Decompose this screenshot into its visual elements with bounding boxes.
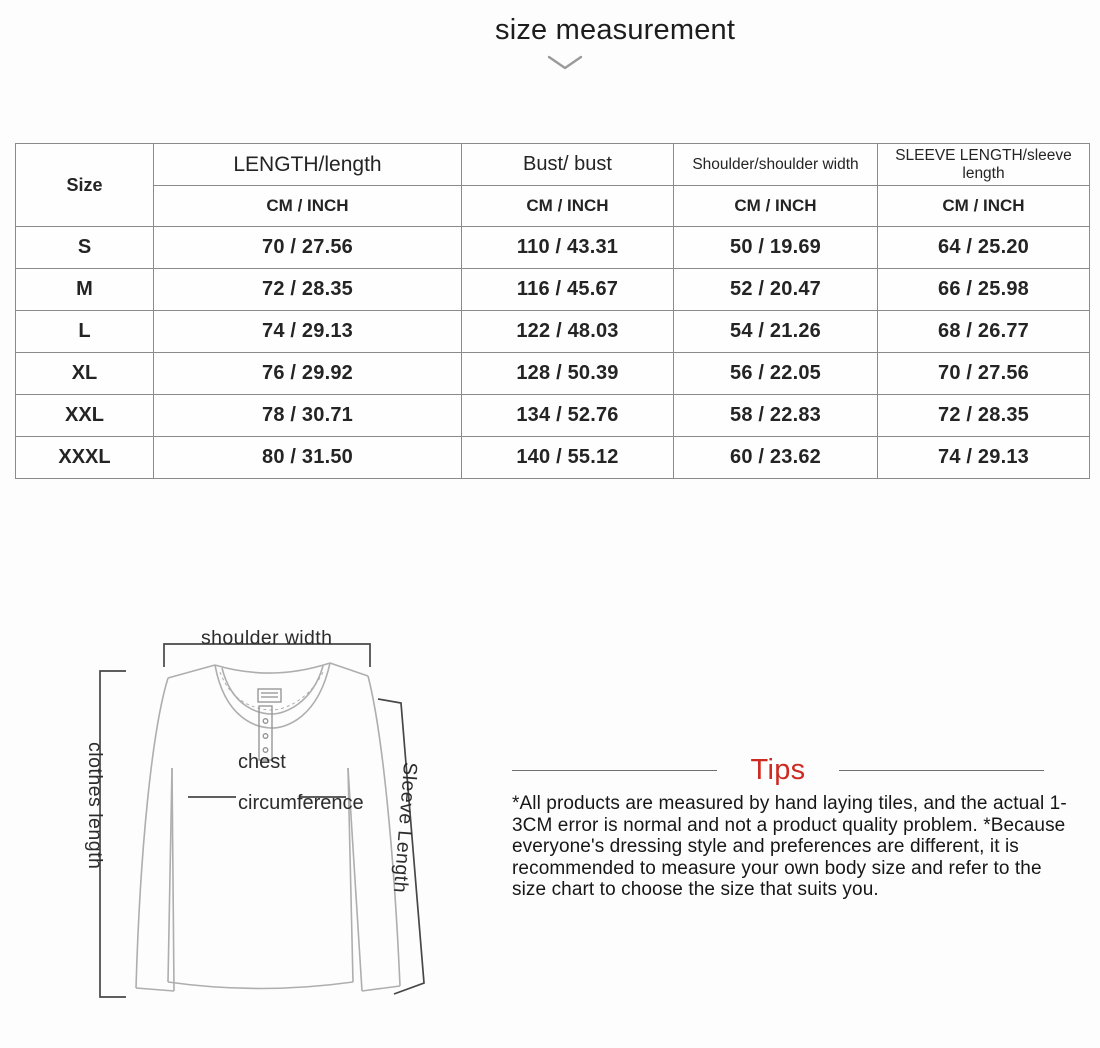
col-header-sleeve: SLEEVE LENGTH/sleeve length [878,144,1090,186]
chevron-down-icon[interactable] [547,54,583,72]
measurement-cell: 66 / 25.98 [878,269,1090,311]
table-row [16,227,1090,269]
table-row [16,395,1090,437]
unit-header: CM / INCH [878,186,1090,227]
measurement-cell: 68 / 26.77 [878,311,1090,353]
circumference-label: circumference [238,792,364,814]
measurement-cell: 58 / 22.83 [674,395,878,437]
measurement-cell: 56 / 22.05 [674,353,878,395]
tips-header [512,750,1044,790]
measurement-cell: 110 / 43.31 [462,227,674,269]
table-row [16,269,1090,311]
col-header-bust: Bust/ bust [462,144,674,186]
size-corner-header: Size [16,144,154,227]
size-cell: M [16,269,154,311]
measurement-cell: 70 / 27.56 [878,353,1090,395]
size-cell: XXL [16,395,154,437]
measurement-cell: 80 / 31.50 [154,437,462,479]
measurement-cell: 74 / 29.13 [154,311,462,353]
measurement-cell: 50 / 19.69 [674,227,878,269]
measurement-cell: 78 / 30.71 [154,395,462,437]
tips-section [512,750,1067,901]
shoulder-width-label: shoulder width [201,627,333,649]
size-cell: S [16,227,154,269]
table-row [16,353,1090,395]
measurement-cell: 122 / 48.03 [462,311,674,353]
measurement-cell: 74 / 29.13 [878,437,1090,479]
col-header-shoulder: Shoulder/shoulder width [674,144,878,186]
divider [512,770,717,771]
clothes-length-label: clothes length [84,742,106,870]
measurement-cell: 72 / 28.35 [878,395,1090,437]
measurement-cell: 60 / 23.62 [674,437,878,479]
measurement-cell: 54 / 21.26 [674,311,878,353]
size-cell: XL [16,353,154,395]
measurement-cell: 140 / 55.12 [462,437,674,479]
measurement-cell: 134 / 52.76 [462,395,674,437]
unit-header: CM / INCH [154,186,462,227]
unit-header: CM / INCH [462,186,674,227]
tips-text: *All products are measured by hand laying tiles, and the actual 1-3CM error is normal and not a product quality problem. *Because everyone's dressing style and preferences are different, it is recommended to measure your own body size and refer to the size chart to choose the size that suits you. [512,793,1067,900]
divider [839,770,1044,771]
measurement-cell: 128 / 50.39 [462,353,674,395]
page-title: size measurement [495,14,736,46]
measurement-cell: 52 / 20.47 [674,269,878,311]
measurement-cell: 72 / 28.35 [154,269,462,311]
size-cell: L [16,311,154,353]
tips-title: Tips [750,753,806,786]
measurement-cell: 76 / 29.92 [154,353,462,395]
table-row [16,437,1090,479]
shirt-illustration-icon [60,600,500,1030]
measurement-cell: 70 / 27.56 [154,227,462,269]
measurement-cell: 116 / 45.67 [462,269,674,311]
chest-label: chest [238,751,286,773]
size-table [15,143,1090,479]
sleeve-length-label: Sleeve Length [388,761,422,894]
table-row [16,311,1090,353]
unit-header: CM / INCH [674,186,878,227]
col-header-length: LENGTH/length [154,144,462,186]
measurement-cell: 64 / 25.20 [878,227,1090,269]
size-cell: XXXL [16,437,154,479]
shirt-measurement-diagram [60,600,500,1030]
